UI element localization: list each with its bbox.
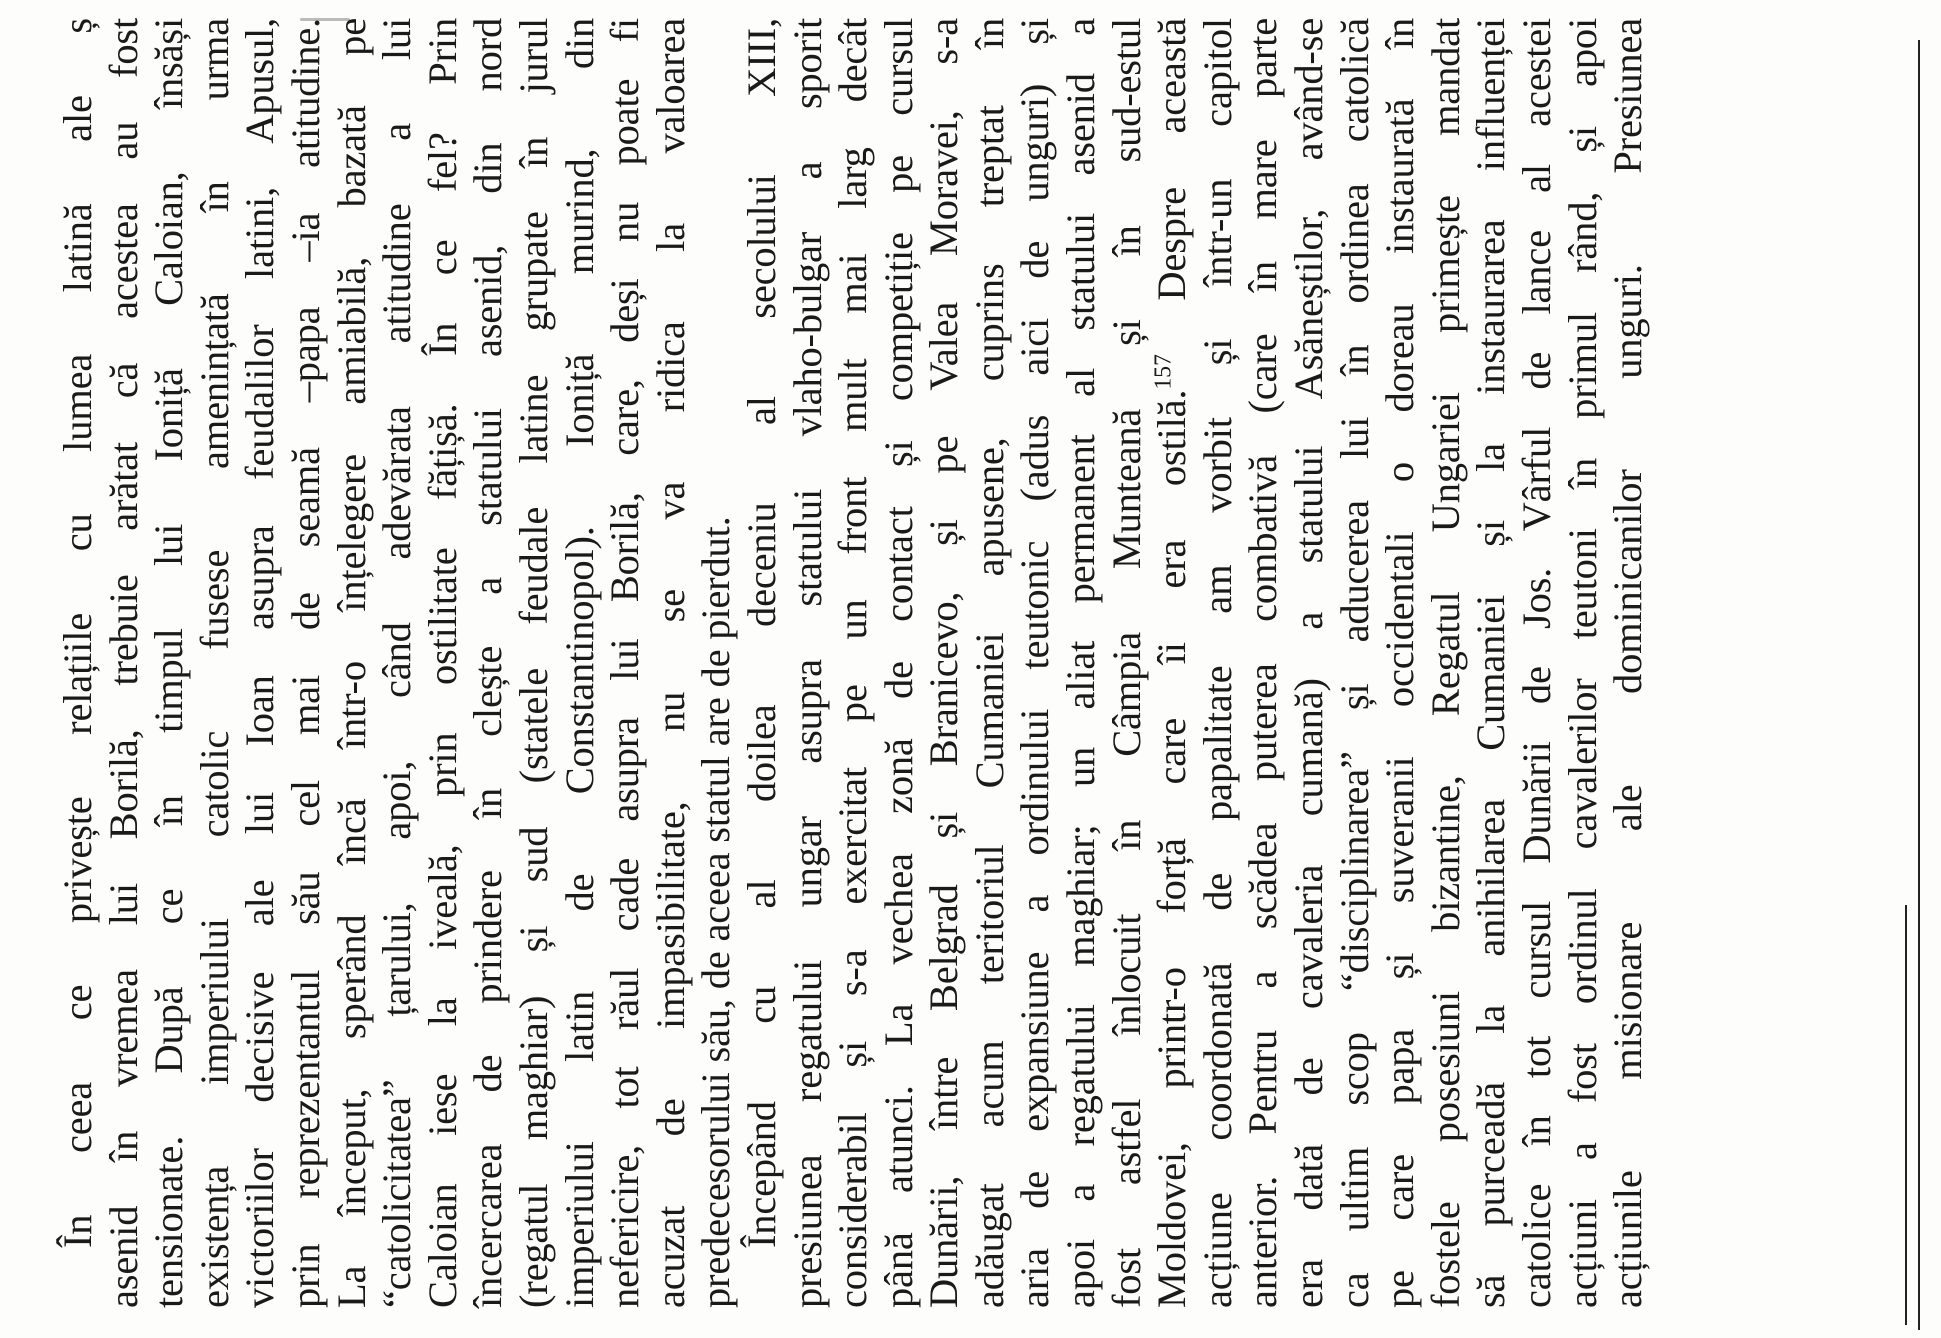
line-text: victoriilor decisive ale lui Ioan asupra feudalilor latini, Apusul, [237, 18, 283, 1308]
text-line [557, 18, 603, 1308]
line-text: acțiuni a fost ordinul cavalerilor teutoni în primul rând, și apoi [1559, 18, 1605, 1308]
text-line [192, 18, 238, 1308]
line-text: nefericire, tot răul cade asupra lui Borilă, care, deși nu poate fi [602, 18, 648, 1308]
line-text: În ceea ce privește relațiile cu lumea latină ale ș [55, 18, 100, 1248]
line-text: să purceadă la anihilarea Cumaniei și la instaurarea influenței [1468, 18, 1514, 1308]
line-text: “catolicitatea” țarului, apoi, când adevărata atitudine a lui [374, 18, 420, 1308]
line-text: fost astfel înlocuit în Câmpia Munteană și în sud-estul [1103, 18, 1149, 1308]
line-text: predecesorului său, de aceea statul are de pierdut. [693, 516, 739, 1308]
text-line [511, 18, 557, 1308]
text-line [830, 18, 876, 1308]
text-line [967, 18, 1013, 1308]
line-text: La început, sperând încă într-o înțelegere amiabilă, bazată pe [328, 18, 374, 1308]
line-text: până atunci. La vechea zonă de contact și competiție pe cursul [875, 18, 921, 1308]
text-line [374, 18, 420, 1308]
text-line [283, 18, 329, 1308]
text-line [921, 18, 967, 1308]
text-line [1605, 18, 1651, 1308]
line-text: Caloian iese la iveală, prin ostilitate fățișă. În ce fel? Prin [419, 18, 465, 1308]
text-line [785, 18, 831, 1308]
line-text: presiunea regatului ungar asupra statului vlaho-bulgar a sporit [784, 18, 830, 1308]
line-text: adăugat acum teritoriul Cumaniei apusene, cuprins treptat în [966, 18, 1012, 1308]
text-line [101, 18, 147, 1308]
text-line [465, 18, 511, 1308]
line-text: acuzat de impasibilitate, nu se va ridica la valoarea [647, 18, 693, 1308]
line-text: (regatul maghiar) și sud (statele feudale latine grupate în jurul [510, 18, 556, 1308]
line-text: acțiunile misionare ale dominicanilor unguri. Presiunea [1605, 18, 1651, 1308]
footnote-ref: 157 [1150, 354, 1177, 390]
text-line [1560, 18, 1606, 1308]
text-line [1195, 18, 1241, 1308]
text-line [876, 18, 922, 1308]
line-text: asenid în vremea lui Borilă, trebuie arătat că acestea au fost [100, 18, 146, 1308]
text-line [1058, 18, 1104, 1308]
line-text: apoi a regatului maghiar; un aliat permanent al statului asenid a [1058, 18, 1104, 1308]
line-text: anterior. Pentru a scădea puterea combativă (care în mare parte [1240, 18, 1286, 1308]
text-line [1423, 18, 1469, 1308]
text-line [1332, 18, 1378, 1308]
text-line [237, 18, 283, 1308]
text-line [1012, 18, 1058, 1308]
line-text: imperiului latin de Constantinopol). Ioniță murind, din [556, 18, 602, 1308]
line-text: fostele posesiuni bizantine, Regatul Ungariei primește mandat [1422, 18, 1468, 1308]
text-line [693, 18, 739, 1308]
text-line [1514, 18, 1560, 1308]
line-text: încercarea de prindere în clește a statului asenid, din nord [465, 18, 511, 1308]
text-line [55, 18, 101, 1308]
line-text: prin reprezentantul său cel mai de seamă –papa –ia atitudine. [282, 18, 328, 1308]
text-line [1149, 18, 1195, 1308]
body-text [55, 18, 1651, 1308]
text-line [420, 18, 466, 1308]
line-text: ca ultim scop “disciplinarea” și aducerea lui în ordinea catolică [1331, 18, 1377, 1308]
text-line [648, 18, 694, 1308]
text-line [1104, 18, 1150, 1308]
text-line [1377, 18, 1423, 1308]
text-line [146, 18, 192, 1308]
line-text: Începând cu al doilea deceniu al secolului XIII, [738, 18, 784, 1248]
line-text-after: Despre această [1149, 18, 1195, 355]
text-line [1286, 18, 1332, 1308]
line-text: tensionate. După ce în timpul lui Ioniță Caloian, însăși [146, 18, 192, 1308]
line-text: era dată de cavaleria cumană) a statului Asăneștilor, având-se [1286, 18, 1332, 1308]
text-line [1468, 18, 1514, 1308]
line-text: acțiune coordonată de papalitate am vorbit și într-un capitol [1194, 18, 1240, 1308]
line-text: considerabil și s-a exercitat pe un front mult mai larg decât [830, 18, 876, 1308]
text-line [739, 18, 785, 1308]
footnote-separator-long [1918, 40, 1920, 1330]
line-text: Dunării, între Belgrad și Branicevo, și pe Valea Moravei, s-a [921, 18, 967, 1308]
text-line [329, 18, 375, 1308]
line-text: aria de expansiune a ordinului teutonic (adus aici de unguri) și [1012, 18, 1058, 1308]
text-line [602, 18, 648, 1308]
line-text: pe care papa și suveranii occidentali o doreau instaurată în [1377, 18, 1423, 1308]
line-text: catolice în tot cursul Dunării de Jos. Vârful de lance al acestei [1514, 18, 1559, 1308]
text-line [1240, 18, 1286, 1308]
line-text: existența imperiului catolic fusese amenințată în urma [191, 18, 237, 1308]
line-text: Moldovei, printr-o forță care îi era ostilă. [1149, 389, 1195, 1308]
footnote-separator-short [1905, 905, 1907, 1325]
